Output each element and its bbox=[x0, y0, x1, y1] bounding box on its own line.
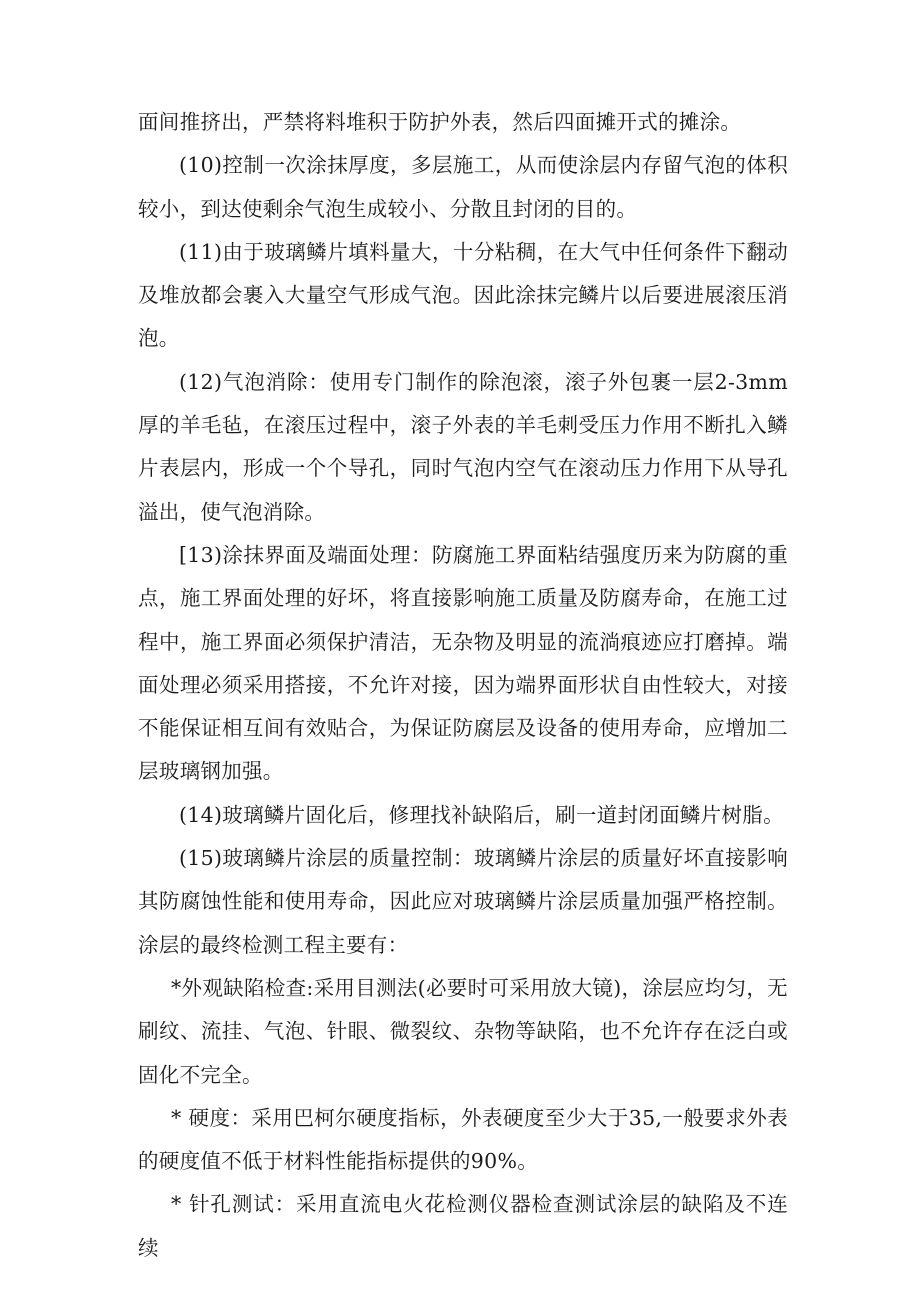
document-body bbox=[138, 101, 788, 1270]
bullet-appearance-check: *外观缺陷检查:采用目测法(必要时可采用放大镜)，涂层应均匀，无刷纹、流挂、气泡、针眼、微裂纹、杂物等缺陷，也不允许存在泛白或固化不完全。 bbox=[138, 975, 788, 1087]
paragraph-item-14: (14)玻璃鳞片固化后，修理找补缺陷后，刷一道封闭面鳞片树脂。 bbox=[179, 802, 784, 827]
paragraph-item-15: (15)玻璃鳞片涂层的质量控制：玻璃鳞片涂层的质量好坏直接影响其防腐蚀性能和使用寿命，因此应对玻璃鳞片涂层质量加强严格控制。涂层的最终检测工程主要有： bbox=[138, 846, 788, 957]
paragraph-continuation: 面间推挤出，严禁将料堆积于防护外表，然后四面摊开式的摊涂。 bbox=[138, 110, 742, 134]
paragraph-item-10: (10)控制一次涂抹厚度，多层施工，从而使涂层内存留气泡的体积较小，到达使剩余气泡生成较小、分散且封闭的目的。 bbox=[138, 153, 788, 221]
bullet-hardness: * 硬度：采用巴柯尔硬度指标，外表硬度至少大于35,一般要求外表的硬度值不低于材料性能指标提供的90%。 bbox=[138, 1105, 788, 1174]
bullet-pinhole-test: * 针孔测试：采用直流电火花检测仪器检查测试涂层的缺陷及不连续 bbox=[138, 1192, 788, 1260]
paragraph-item-12: (12)气泡消除：使用专门制作的除泡滚，滚子外包裹一层2-3mm厚的羊毛毡，在滚压过程中，滚子外表的羊毛刺受压力作用不断扎入鳞片表层内，形成一个个导孔，同时气泡内空气在滚动压力作用下从导孔溢出，使气泡消除。 bbox=[138, 369, 788, 524]
paragraph-item-11: (11)由于玻璃鳞片填料量大，十分粘稠，在大气中任何条件下翻动及堆放都会裹入大量空气形成气泡。因此涂抹完鳞片以后要进展滚压消泡。 bbox=[138, 239, 788, 351]
paragraph-item-13: [13)涂抹界面及端面处理：防腐施工界面粘结强度历来为防腐的重点，施工界面处理的好坏，将直接影响施工质量及防腐寿命，在施工过程中，施工界面必须保护清洁，无杂物及明显的流淌痕迹应打磨掉。端面处理必须采用搭接，不允许对接，因为端界面形状自由性较大，对接不能保证相互间有效贴合，为保证防腐层及设备的使用寿命，应增加二层玻璃钢加强。 bbox=[138, 542, 788, 784]
